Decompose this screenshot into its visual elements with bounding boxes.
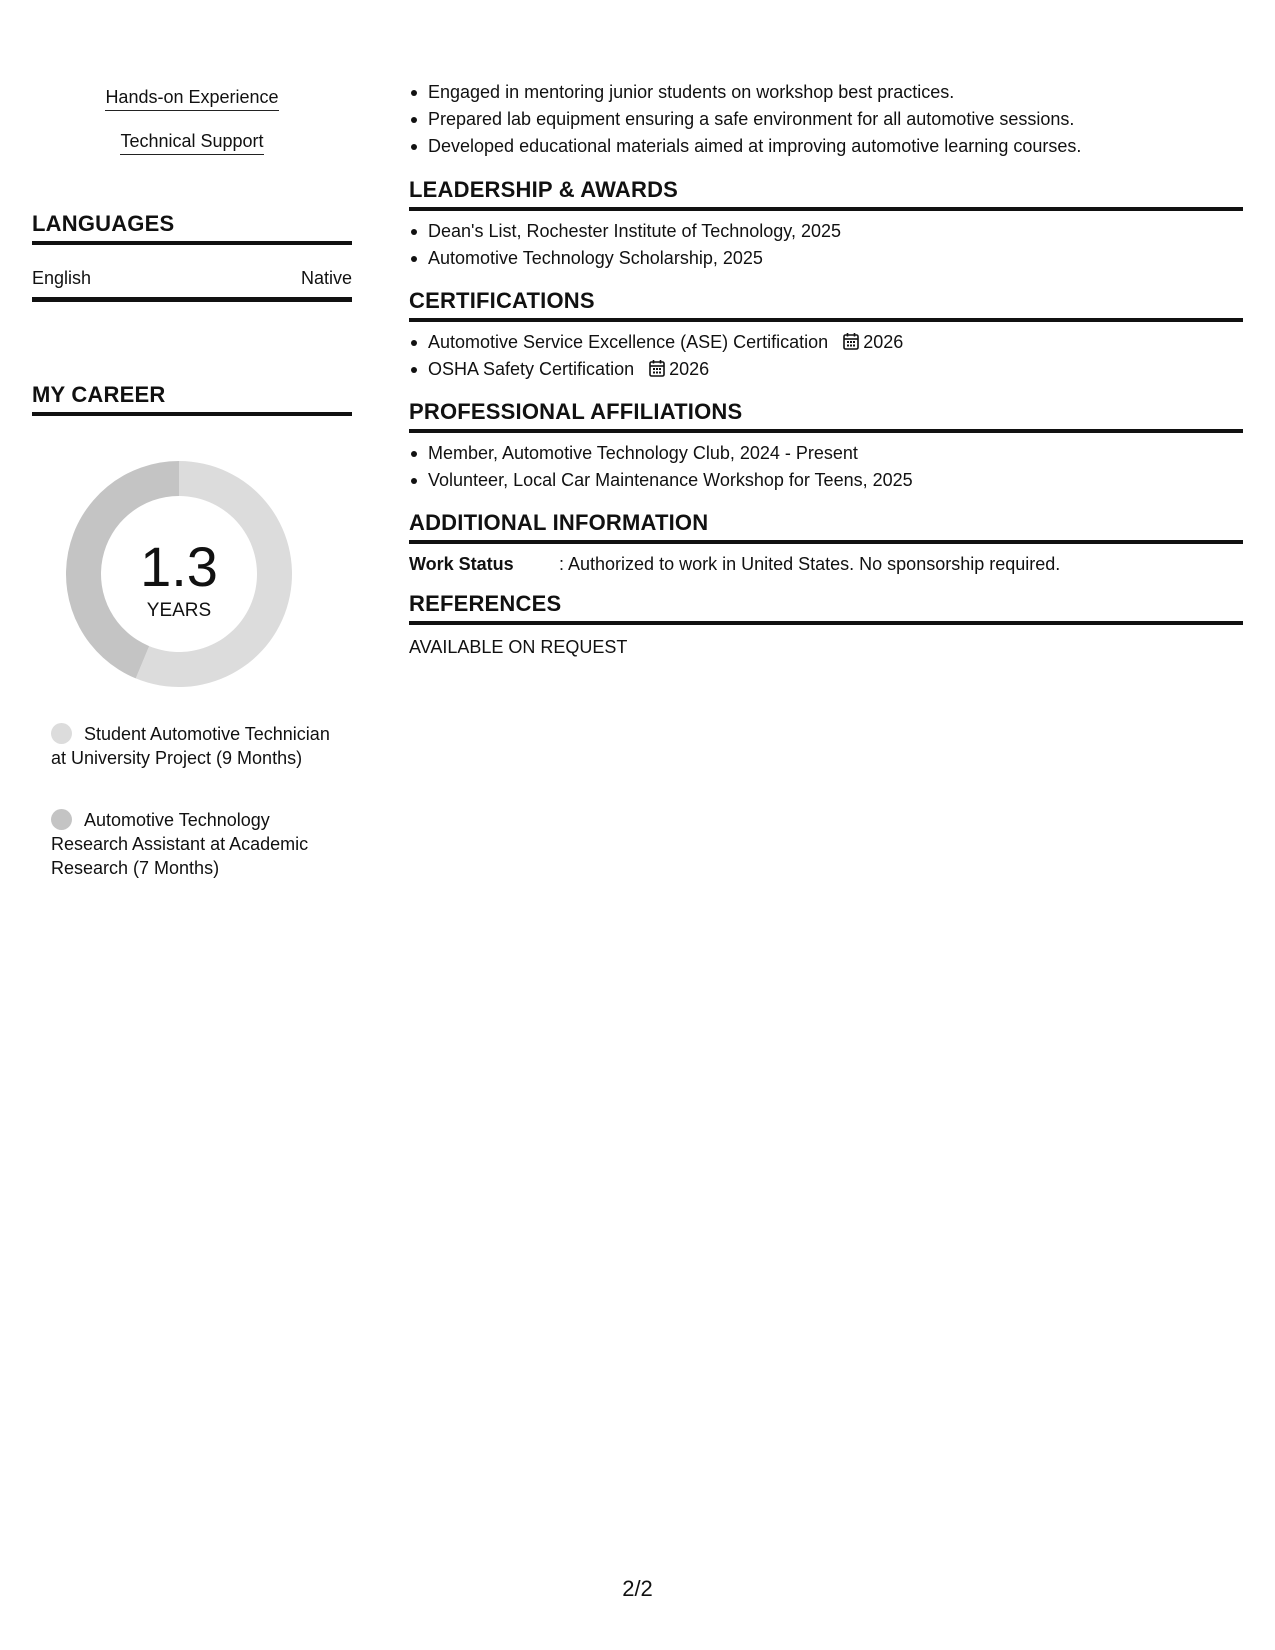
list-item xyxy=(409,329,1243,356)
work-status-row xyxy=(409,553,1243,575)
certification-year: 2026 xyxy=(863,332,904,352)
list-item: Automotive Technology Scholarship, 2025 xyxy=(409,245,1243,272)
career-total-value: 1.3 xyxy=(140,535,218,598)
affiliations-list xyxy=(409,440,1243,494)
references-text: AVAILABLE ON REQUEST xyxy=(409,637,628,657)
work-status-value: : Authorized to work in United States. No sponsorship required. xyxy=(559,554,1061,574)
references-heading: REFERENCES xyxy=(409,591,1243,625)
calendar-icon xyxy=(843,332,859,350)
list-item xyxy=(409,356,1243,383)
calendar-icon xyxy=(649,359,665,377)
list-item: Prepared lab equipment ensuring a safe environment for all automotive sessions. xyxy=(409,106,1243,133)
leadership-heading: LEADERSHIP & AWARDS xyxy=(409,177,1243,211)
certification-name: OSHA Safety Certification xyxy=(428,359,635,379)
career-total-unit: YEARS xyxy=(146,600,212,621)
career-legend-item xyxy=(51,722,341,770)
language-level: Native xyxy=(300,268,352,288)
certification-year: 2026 xyxy=(669,359,710,379)
skill-tag xyxy=(32,86,352,111)
list-item: Volunteer, Local Car Maintenance Workshop for Teens, 2025 xyxy=(409,467,1243,494)
legend-label: Automotive Technology Research Assistant at Academic Research (7 Months) xyxy=(51,810,309,878)
legend-dot xyxy=(51,809,72,830)
leadership-list xyxy=(409,218,1243,272)
list-item: Dean's List, Rochester Institute of Technology, 2025 xyxy=(409,218,1243,245)
language-name: English xyxy=(32,268,92,288)
work-status-label: Work Status xyxy=(409,554,514,574)
legend-dot xyxy=(51,723,72,744)
certifications-list xyxy=(409,329,1243,383)
page-number: 2/2 xyxy=(622,1576,653,1601)
career-heading: MY CAREER xyxy=(32,382,352,416)
skill-tag xyxy=(32,130,352,155)
experience-bullets xyxy=(409,79,1243,160)
affiliations-heading: PROFESSIONAL AFFILIATIONS xyxy=(409,399,1243,433)
languages-heading: LANGUAGES xyxy=(32,211,352,245)
list-item: Developed educational materials aimed at improving automotive learning courses. xyxy=(409,133,1243,160)
list-item: Engaged in mentoring junior students on workshop best practices. xyxy=(409,79,1243,106)
additional-info-heading: ADDITIONAL INFORMATION xyxy=(409,510,1243,544)
skill-label: Technical Support xyxy=(120,130,263,155)
list-item: Member, Automotive Technology Club, 2024 - Present xyxy=(409,440,1243,467)
career-legend-item xyxy=(51,808,341,880)
certification-name: Automotive Service Excellence (ASE) Certification xyxy=(428,332,829,352)
legend-label: Student Automotive Technician at University Project (9 Months) xyxy=(51,724,330,768)
certifications-heading: CERTIFICATIONS xyxy=(409,288,1243,322)
career-donut-chart xyxy=(66,461,292,687)
language-row xyxy=(32,267,352,302)
skill-label: Hands-on Experience xyxy=(105,86,278,111)
